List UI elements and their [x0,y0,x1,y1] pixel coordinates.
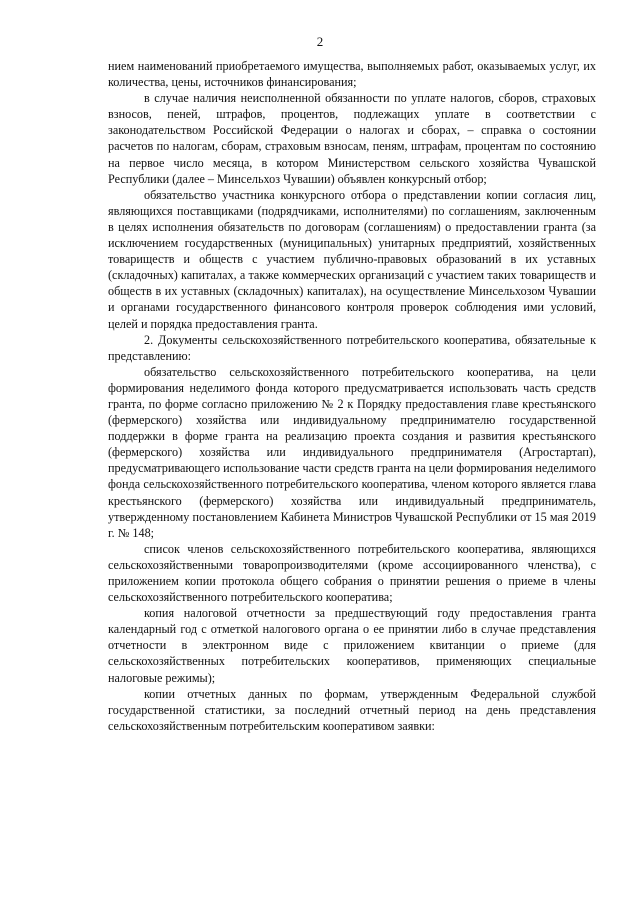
paragraph-7: копия налоговой отчетности за предшествующий году предоставления гранта календарный год с отметкой налогового органа о ее принятии либо в случае представления отчетности в электронном виде с приложением квитанции о приеме (для сельскохозяйственных потребительских кооперативов, применяющих специальные налоговые режимы); [108,606,596,685]
paragraph-3: обязательство участника конкурсного отбора о представлении копии согласия лиц, являющихся поставщиками (подрядчиками, исполнителями) по соглашениям, заключенным в целях исполнения обязательств по договорам (соглашениям) о предоставлении гранта (за исключением государственных (муниципальных) унитарных предприятий, хозяйственных товариществ и обществ с участием публично-правовых образований в их уставных (складочных) капиталах, а также коммерческих организаций с участием таких товариществ и обществ в их уставных (складочных) капиталах), на осуществление Минсельхозом Чувашии и органами государственного финансового контроля проверок соблюдения ими условий, целей и порядка предоставления гранта. [108,187,596,331]
paragraph-1: нием наименований приобретаемого имущества, выполняемых работ, оказываемых услуг, их количества, цены, источников финансирования; [108,59,596,90]
paragraph-2: в случае наличия неисполненной обязанности по уплате налогов, сборов, страховых взносов, пеней, штрафов, процентов, подлежащих уплате в соответствии с законодательством Российской Федерации о налогах и сборах, – справка о состоянии расчетов по налогам, сборам, страховым взносам, пеням, штрафам, процентам по состоянию на первое число месяца, в котором Министерством сельского хозяйства Чувашской Республики (далее – Минсельхоз Чувашии) объявлен конкурсный отбор; [108,91,596,186]
paragraph-8: копии отчетных данных по формам, утвержденным Федеральной службой государственной статистики, за последний отчетный период на день представления сельскохозяйственным потребительским кооперативом заявки: [108,686,596,733]
paragraph-4: 2. Документы сельскохозяйственного потребительского кооператива, обязательные к представлению: [108,332,596,363]
page-number: 2 [316,34,324,49]
paragraph-5: обязательство сельскохозяйственного потребительского кооператива, на цели формирования неделимого фонда которого предусматривается использовать часть средств гранта, по форме согласно приложению № 2 к Порядку предоставления главе крестьянского (фермерского) хозяйства или индивидуальному предпринимателю государственной поддержки в форме гранта на реализацию проекта создания и развития крестьянского (фермерского) хозяйства или индивидуального предпринимателя (Агростартап), предусматривающего использование части средств гранта на цели формирования неделимого фонда сельскохозяйственного потребительского кооператива, членом которого является глава крестьянского (фермерского) хозяйства или индивидуальный предприниматель, утвержденному постановлением Кабинета Министров Чувашской Республики от 15 мая 2019 г. № 148; [108,364,596,540]
document-body [108,58,596,734]
paragraph-6: список членов сельскохозяйственного потребительского кооператива, являющихся сельскохозяйственными товаропроизводителями (кроме ассоциированного членства), с приложением копии протокола общего собрания о принятии решения о приеме в члены сельскохозяйственного потребительского кооператива; [108,541,596,605]
